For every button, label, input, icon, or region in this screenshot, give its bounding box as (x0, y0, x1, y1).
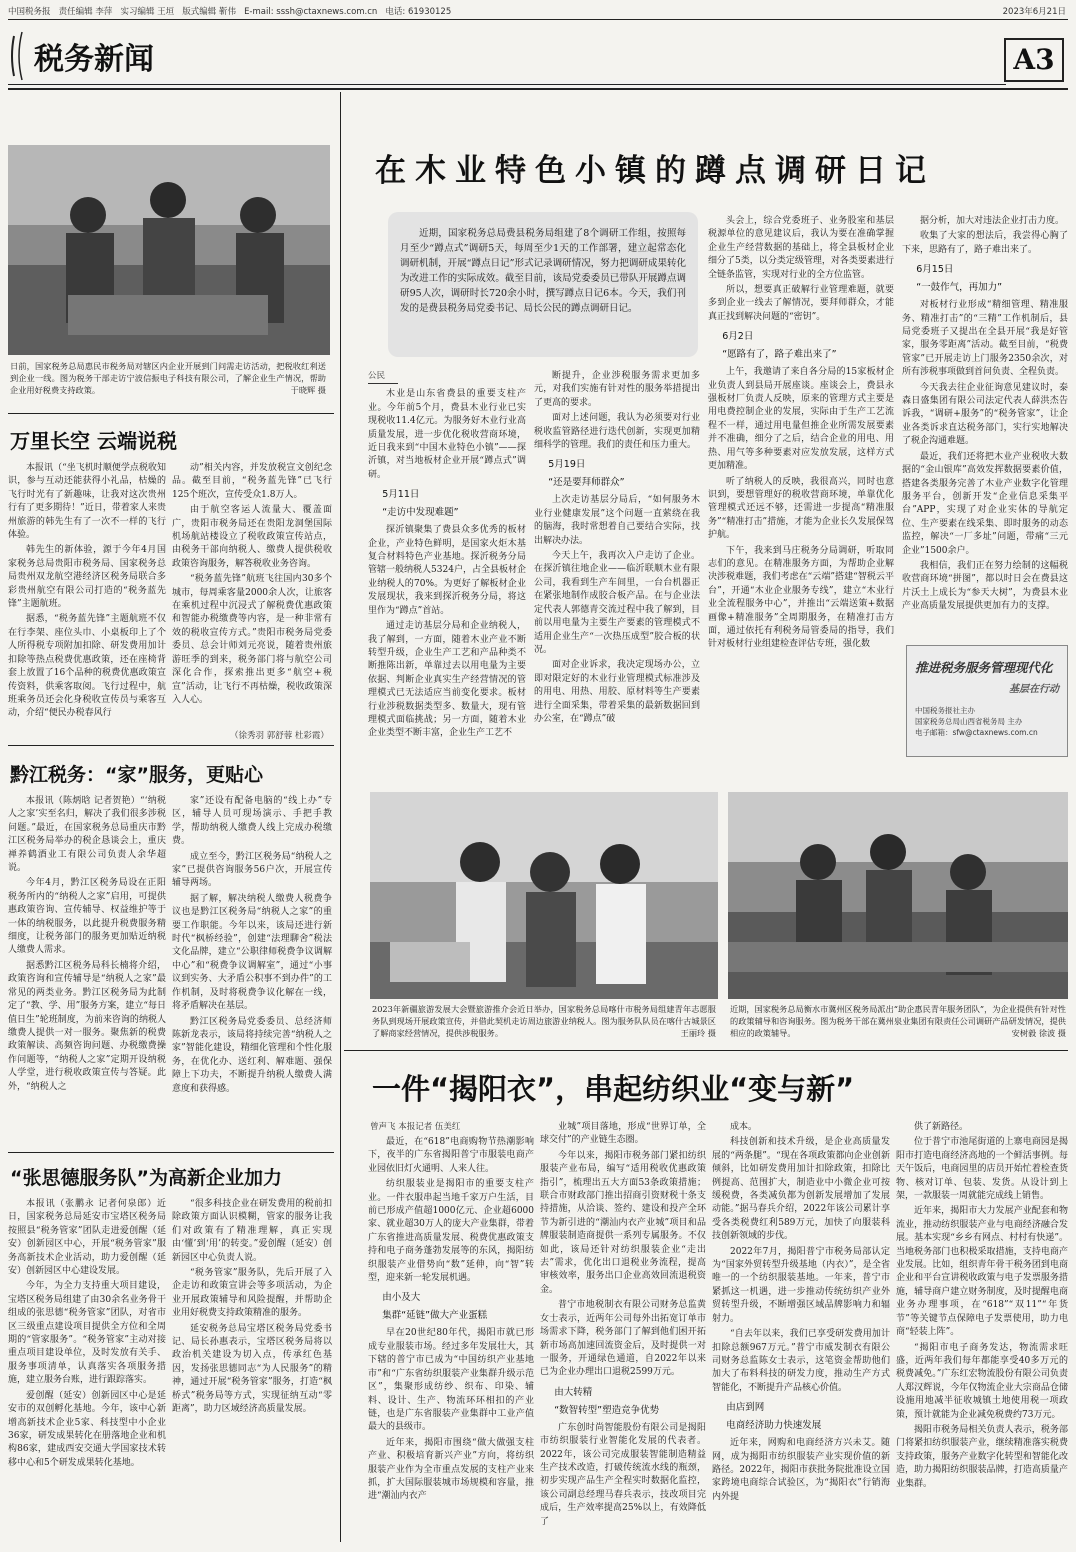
diary-date: 6月15日 (916, 264, 954, 276)
subhead-title: 电商经济助力快速发展 (726, 1420, 822, 1432)
headline-wanli: 万里长空 云端说税 (10, 429, 177, 453)
photo-tax-officers (8, 145, 330, 355)
feature-col4 (902, 215, 1068, 635)
sidebar-column-tag (906, 645, 1068, 757)
photo-caption-kashgar (372, 1003, 716, 1039)
paragraph: “自去年以来，我们已享受研发费用加计扣除总额967万元。”普宁市威发制衣有限公司财务总监陈女士表示，这笔资金帮助他们加大了布料科技的研发力度，推动生产方式智能化，不断提升产品核心价值。 (712, 1329, 890, 1393)
issue-date: 2023年6月21日 (1002, 7, 1066, 17)
photo-illustration (8, 145, 330, 355)
paragraph: 我相信，我们正在努力绘制的这幅税收营商环境“拼图”，都以时日会在费县这片沃土上成长为“参天大树”，为费县木业产业高质量发展提供更加有力的支撑。 (902, 560, 1068, 612)
diary-date: 5月11日 (382, 489, 420, 501)
paragraph: 通过走访基层分局和企业纳税人，我了解到，一方面，随着木业产业不断转型升级，企业生产工艺和产品种类不断推陈出新，单靠过去以用电量为主要依据、判断企业真实生产经营情况的管理模式已无法适应当前变化要求。板材行业涉税数据类型多、数量大，现有管理模式面临挑战；另一方面，随着木业企业类型不断丰富，企业生产工艺不 (368, 621, 526, 739)
caption-text: 日前，国家税务总局惠民市税务局对辖区内企业开展到门问需走访活动，把税收红利送到企业一线。图为税务干部走访宁波信振电子科技有限公司，了解企业生产情况，帮助企业用好税费支持政策。 (10, 361, 326, 395)
intern-editor: 实习编辑 王垣 (120, 7, 175, 17)
paragraph: 2022年7月，揭阳普宁市税务局部认定为“国家外贸转型升级基地（内衣）”，是全省唯一的一个纺织服装基地。一年来，普宁市紧抓这一机遇，进一步推动传统纺织产业外贸转型升级，不断增强区域品牌影响力和辐射力。 (712, 1246, 890, 1324)
paragraph: 本报讯（“坐飞机时顺便学点税收知识，参与互动还能获得小礼品，枯燥的飞行时光有了新趣味，让我对这次贵州行有了更多期待！”近日，带着家人来贵州旅游的韩先生有了一次不一样的飞行体验。 (8, 463, 166, 541)
paragraph: 上午，我邀请了来自各分局的15家板材企业负责人到县局开展座谈。座谈会上，费县永强板材厂负责人反映，原来的管理方式主要是用电费控制企业的发展，实际由于生产工艺流程不一样，通过用电量但推企业所需发展要素并不准确，细分了之后，结合企业的用电、用热、用气等多种要素对应发放发展，这样方式更加精准。 (708, 367, 894, 472)
subhead: 由店到网 (726, 1402, 765, 1414)
paragraph: 本报讯（陈炳晗 记者贺艳）“‘纳税人之家’实至名归，解决了我们很多涉税问题。”最近，在国家税务总局重庆市黔江区税务局举办的税企恳谈会上，重庆禅养鹤酒业工有限公司负责人余华超说。 (8, 796, 166, 874)
diary-date: 6月2日 (722, 331, 754, 343)
photo-illustration (370, 792, 718, 999)
byline-wanli: （徐秀羽 郭舒蓉 杜彩霞） (230, 731, 329, 741)
paragraph: 位于普宁市池尾街道的上寨电商园是揭阳市打造电商经济高地的一个鲜活事例。每天午饭后，电商园里的店员开始忙着检查货物、核对订单、包装、发货。从设计到上架，一款服装一周就能完成线上销售。 (896, 1137, 1068, 1202)
editor: 责任编辑 李萍 (58, 7, 113, 17)
paragraph: 业城”项目落地，形成“世界订单，全球交付”的产业链生态圈。 (540, 1122, 706, 1146)
paragraph: 今天上午，我再次入户走访了企业。在探沂镇往地企业——临沂联顺木业有限公司，我看到生产车间里，一台台机器正在紧张地制作成胶合板产品。在与企业法定代表人郭德青交流过程中我了解到，目前以用电量为主要生产要素的管理模式不适用企业生产“一次热压成型”胶合板的状况。 (534, 551, 700, 655)
paragraph: 今年4月，黔江区税务局设在正阳税务所内的“纳税人之家”启用，可提供惠政策咨询、宣传辅导、权益维护等于一体的纳税服务，以此提升税费服务精细度，让税务部门的服务更加贴近纳税人缴费人需求。 (8, 878, 166, 956)
photo-kashgar (370, 792, 718, 999)
paragraph: 近年来，揭阳市大力发展产业配套和物流业，推动纺织服装产业与电商经济融合发展。基本实现“乡乡有网点、村村有快递”。当地税务部门也积极采取措施，支持电商产业发展。比如，组织青年骨干税务团到电商企业和平台宣讲税收政策与电子发票服务措施，辅导商户建立财务制度，及时提醒电商业务办理事项，在“618”“双11”“年货节”等关键节点保障电子发票使用，助力电商“轻装上阵”。 (896, 1206, 1068, 1338)
subhead-title: 集群“延链”做大产业蛋糕 (382, 1310, 488, 1322)
subhead: 由大转精 (554, 1386, 593, 1398)
paragraph: 探沂镇聚集了费县众多优秀的板材企业，产业特色鲜明，是国家火炬木基复合材料特色产业基地。探沂税务分局管辖一般纳税人5324户，占全县板材企业纳税人的70%。为更好了解板材企业发展现状，我来到探沂税务分局，将这里作为“蹲点”首站。 (368, 525, 526, 616)
paragraph: 黔江区税务局党委委员、总经济师陈新龙表示，该局将持续完善“纳税人之家”智能化建设，精细化管理和个性化服务，在优化办、送红利、解难题、强保障上下功夫，不断提升纳税人缴费人满意度和获得感。 (172, 1016, 332, 1094)
subhead-title: “数智转型”塑造竞争优势 (554, 1404, 660, 1416)
masthead-line (8, 5, 451, 17)
subhead: 由小及大 (382, 1292, 421, 1304)
sidebar-tag-title: 推进税务服务管理现代化 (915, 660, 1053, 675)
paragraph: 今年，为全力支持重大项目建设，宝塔区税务局组建了由30余名业务骨干组成的张思德“税务管家”团队，对省市区三级重点建设项目提供全方位和全周期的“管家服务”。“税务管家”主动对接重点项目建设单位，及时发放有关手、服务事项清单，认真落实各项服务措施，建立服务台账，进行跟踪落实。 (8, 1281, 166, 1386)
page-number: A3 (1013, 43, 1055, 76)
caption-text: 近期，国家税务总局衡水市冀州区税务局派出“助企惠民青年服务团队”，为企业提供有针对性的政策辅导和咨询服务。图为税务干部在冀州泉业集团有限责任公司调研产品研发情况，提供相应的政策辅导。 (730, 1004, 1066, 1038)
article-zhangsi-col2 (172, 1198, 332, 1543)
article-wanli-col1 (8, 462, 166, 740)
article-jieyang-col2 (540, 1121, 706, 1546)
paragraph: 成本。 (730, 1122, 758, 1132)
paragraph: 收集了大家的想法后，我尝得心胸了下来，思路有了，路子难出来了。 (902, 231, 1068, 255)
paragraph: 听了纳税人的反映，我很高兴，同时也意识到，要想管理好的税收营商环境，单靠优化管理模式还远不够，还需进一步提高“精准服务”“精准打击”措施，才能为企业长久发展保驾护航。 (708, 476, 894, 541)
byline-jieyang: 曾声飞 本报记者 伍美红 (370, 1122, 461, 1132)
diary-title: “走访中发现难题” (382, 507, 459, 519)
layout-editor: 版式编辑 靳伟 (182, 7, 236, 17)
section-title: 税务新闻 (34, 42, 154, 77)
phone: 电话: 61930125 (385, 7, 452, 17)
paragraph: 最近，在“618”电商购物节热潮影响下，夜半的广东省揭阳普宁市服装电商产业园依旧灯火通明、人来人往。 (368, 1137, 534, 1174)
paragraph: 近年来，网购和电商经济方兴未艾。随网，成为揭阳市纺织服装产业实现价值的新路径。2022年，揭阳市获批务院批准设立国家跨境电商综合试验区，为“揭阳衣”行销海内外提 (712, 1438, 890, 1502)
paragraph: 由于航空客运人流量大、覆盖面广，贵阳市税务局还在贵阳龙洞堡国际机场航站楼设立了税收政策宣传站点，由税务干部向纳税人、缴费人提供税收政策咨询服务，解答税收业务咨询。 (172, 505, 332, 569)
paragraph: 最近，我们还将把木业产业税收大数据的“金山银库”高效发挥数据要素价值，搭建各类服务完善了木业产业数字化管理服务平台，创新开发“企业信息采集平台”APP，实现了对企业实体的导航定位、生产要素在线采集、即时服务的动态监控，解决“一厂多址”问题，带痛“三元企业”1500余户。 (902, 451, 1068, 556)
paragraph: 据悉黔江区税务局科长楠将介绍，政策咨询和宣传辅导是“纳税人之家”最常见的两类业务。黔江区税务局为此制定了“教、学、用”服务方案，建立“每日值日生”轮班制度，为前来咨询的纳税人缴费人提供一对一服务。聚焦新的税费政策解读、高频咨询问题、办税缴费操作问题等，“纳税人之家”定期开设纳税人学堂，进行税收政策宣传与答疑。此外，“纳税人之 (8, 960, 166, 1092)
article-jieyang-col4 (896, 1121, 1068, 1546)
article-jieyang-col3 (712, 1121, 890, 1546)
diary-title: “愿路有了，路子难出来了” (722, 349, 837, 361)
paragraph: 早在20世纪80年代，揭阳市就已形成专业服装市场。经过多年发展壮大，其下辖的普宁市已成为“中国纺织产业基地市”和“广东省纺织服装产业集群升级示范区”，集聚形成纺纱、织布、印染、辅料、设计、生产、物流环环相扣的产业链，也是广东省服装产业集群中工业产值最大的县级市。 (368, 1328, 534, 1433)
photo-hengshui (728, 792, 1068, 999)
paragraph: 延安税务总局宝塔区税务局党委书记、局长孙惠表示，宝塔区税务局将以政治机关建设为切入点，传承红色基因，发扬张思德同志“为人民服务”的精神，通过开展“税务管家”服务，打造“枫桥式”税务局等方式，实现征纳互动“零距离”，助力区域经济高质量发展。 (172, 1323, 332, 1415)
diary-title: “一鼓作气，再加力” (916, 282, 1003, 294)
paragraph: 本报讯（张鹏永 记者何泉郎）近日，国家税务总局延安市宝塔区税务局按照县“税务管家”团队走进爱创醒（延安）创新园区中心，开展“税务管家”服务高新技术企业活动，助力爱创醒（延安）创新园区中心建设发展。 (8, 1199, 166, 1277)
photo-credit: 安树毅 徐波 摄 (1011, 1028, 1066, 1038)
paragraph: 所以，想要真正破解行业管理难题，就要多到企业一线去了解情况，要拜师群众，才能真正找到解决问题的“密钥”。 (708, 285, 894, 322)
paragraph: “税务蓝先锋”航班飞往国内30多个城市，每周乘客量2000余人次，让旅客在乘机过程中沉浸式了解税费优惠政策和智能办税缴费等内容，是一种非常有效的税收宣传方式。”贵阳市税务局党委委员、总会计师刘元亮说，随着贵州旅游旺季的到来，税务部门将与航空公司深化合作，探索推出更多“航空+税宣”活动，让飞行不再枯燥，税收政策深入人心。 (172, 574, 332, 705)
paragraph: 科技创新和技术升级，是企业高质量发展的“两条腿”。“现在各项政策都向企业创新倾斜，比如研发费用加计扣除政策，扣除比例提高、范围扩大，制造业中小微企业可按缓税费，各类减负都为创新发展增加了发展动能。”据马春兵介绍，2022年该公司累计享受各类税费红利589万元，加快了向服装科技创新领域的步伐。 (712, 1137, 890, 1242)
paragraph: 广东创时尚智能股份有限公司是揭阳市纺织服装行业智能化发展的代表者。2022年，该公司完成服装智能制造精益生产技术改造，打破传统流水线的瓶颈，初步实现产品生产全程实时数据化监控，该公司副总经理马春兵表示，技改项目完成后，生产效率提高25%以上，有效降低了 (540, 1422, 706, 1527)
caption-text: 2023年新疆旅游发展大会暨旅游推介会近日举办，国家税务总局喀什市税务局组建青年志愿服务队到现场开展政策宣传，并借此契机走访周边旅游业纳税人。图为服务队队员在喀什古城景区了解商家经营情况，提供涉税服务。 (372, 1004, 716, 1038)
page-number-box (1004, 38, 1064, 82)
headline-zhangsi: “张思德服务队”为高新企业加力 (10, 1167, 282, 1189)
paragraph: 纺织服装业是揭阳市的重要支柱产业。一件衣服串起当地千家万户生活，目前已形成产值超1000亿元、企业超6000家、就业超30万人的庞大产业集群，带着广东省推进高质量发展、税费优惠政策支持和电子商务蓬勃发展等的东风，揭阳纺织服装产业借势向“数”延伸，向“智”转型，迎来新一轮发展机遇。 (368, 1179, 534, 1284)
diary-title: “还是要拜师群众” (548, 477, 625, 489)
article-wanli-col2 (172, 462, 332, 726)
sidebar-line: 国家税务总局山西省税务局 主办 (915, 717, 1023, 726)
paragraph: 揭阳市税务局相关负责人表示，税务部门将紧扣纺织服装产业，继续精准落实税费支持政策，服务产业数字化转型和智能化改造，助力揭阳纺织服装品牌，打造高质量产业集群。 (896, 1424, 1068, 1489)
feature-author: 公民 (368, 370, 398, 384)
photo-illustration (728, 792, 1068, 999)
feature-col3 (708, 215, 894, 770)
section-banner (8, 28, 198, 84)
photo-caption-hengshui (730, 1003, 1066, 1039)
diary-date: 5月19日 (548, 459, 586, 471)
paragraph: 普宁市地税制衣有限公司财务总监黄女士表示，近两年公司每外出拓宽订单市场需求下降，税务部门了解到他们困开拓新市场高加速回流资金后，及时提供一对一服务，开通绿色通道，自2022年以来已为企业办理出口退税2599万元。 (540, 1300, 706, 1378)
paragraph: “揭阳市电子商务发达，物流需求旺盛，近两年我们每年都能享受40多万元的税费减免。”广东红宏物流股份有限公司负责人郑汉辉说，今年仅物流企业大宗商品仓储设施用地减半征收城镇土地使用税一项政策，预计就能为企业减免税费约73万元。 (896, 1342, 1068, 1420)
paragraph: 面对企业诉求，我决定现场办公，立即对限定好的木业行业管理模式标准涉及的用电、用热、用胶、原材料等生产要素进行全面采集，带着采集的最新数据回到办公室，在“蹲点”破 (534, 660, 700, 724)
sidebar-line: 中国税务报社主办 (915, 706, 975, 715)
feature-title: 在木业特色小镇的蹲点调研日记 (375, 153, 935, 189)
sidebar-tag-sub: 基层在行动 (1009, 684, 1059, 695)
paragraph: “很多科技企业在研发费用的税前扣除政策方面认识模糊，管家的服务让我们对政策有了精准理解，真正实现由‘懂’到‘用’的转变。”爱创醒（延安）创新园区中心负责人说。 (172, 1199, 332, 1263)
article-qianjiang-col2 (172, 795, 332, 1147)
paragraph: 据分析，加大对违法企业打击力度。 (920, 216, 1065, 226)
headline-jieyang: 一件“揭阳衣”，串起纺织业“变与新” (372, 1072, 855, 1106)
paragraph: 动”相关内容，并发放税宣文创纪念品。截至目前，“税务蓝先锋”已飞行125个班次，宣传受众1.8万人。 (172, 463, 332, 500)
photo-credit: 于晓辉 摄 (290, 385, 326, 395)
paragraph: 家”还设有配备电脑的“线上办”专区，辅导人员可现场演示、手把手教学，帮助纳税人缴费人线上完成办税缴费。 (172, 796, 332, 847)
paragraph: 供了新路径。 (914, 1122, 969, 1132)
paragraph: 成立至今，黔江区税务局“纳税人之家”已提供咨询服务56户次，开展宣传辅导两场。 (172, 851, 332, 889)
article-zhangsi-col1 (8, 1198, 166, 1543)
article-jieyang-col1 (368, 1136, 534, 1546)
sidebar-email: 电子邮箱：sfw@ctaxnews.com.cn (915, 728, 1038, 737)
feature-col2 (534, 370, 700, 770)
feature-intro: 近期，国家税务总局费县税务局组建了8个调研工作组，按照每月至少“蹲点式”调研5天，每周至少1天的工作部署，建立起常态化调研机制，开展“蹲点日记”形式记录调研情况，努力把调研成果转化为改进工作的实际成效。截至目前，该局党委委员已带队开展蹲点调研95人次，调研时长720余小时，撰写蹲点日记6本。今天，我们刊发的是费县税务局党委书记、局长公民的蹲点调研日记。 (400, 228, 686, 314)
paragraph: 面对上述问题，我认为必须要对行业税收监管路径进行迭代创新，实现更加精细科学的管理。我们的责任和压力重大。 (534, 413, 700, 451)
paragraph: 对板材行业形成“精细管理、精准服务、精准打击”的“三精”工作机制后，县局党委班子又提出在全县开展“我是好管家，服务零距离”活动。截至目前，“税费管家”已开展走访上门服务2350余次，对所有涉税事项做到首问负责、全程负责。 (902, 300, 1068, 378)
paragraph: 爱创醒（延安）创新园区中心是延安市的双创孵化基地。今年，该中心新增高新技术企业5家、科技型中小企业36家，研发成果转化在册落地企业和机构86家，建成西安交通大学国家技术转移中心和5个研发成果转化基地。 (8, 1390, 166, 1468)
headline-qianjiang: 黔江税务：“家”服务，更贴心 (10, 764, 263, 786)
paragraph: 近年来，揭阳市围绕“做大做强支柱产业、积极培育新兴产业”方向，将纺织服装产业作为全市重点发展的支柱产业来抓，扩大国际服装城市场规模和容量，推进“潮汕内衣产 (368, 1437, 534, 1502)
paragraph: 下午，我来到马庄税务分局调研，听取同志们的意见。在精准服务方面，为帮助企业解决涉税难题，我们考虑在“云端”搭建“智税云平台”，开通“木业企业服务专线”，建立“木业行业全流程服务中心”，并推出“云端送策+数据画像+精准服务”全周期服务，在精准打击方面，通过依托有利税务局管委局的指导，我们针对板材行业组建检查评估专班，强化数 (708, 545, 894, 650)
paragraph: 今年以来，揭阳市税务部门紧扣纺织服装产业布局，编写“适用税收优惠政策指引”，梳理出五大方面53条政策措施；联合市财政部门推出招商引资财税十条支持措施，从洽谈、签约、建设和投产全环节为新引进的“潮汕内衣产业城”项目和品牌服装制造商提供一系列专属服务。不仅如此，该局还针对纺织服装企业“走出去”需求，优化出口退税业务流程，提高审核效率，服务出口企业高效回流退税资金。 (540, 1150, 706, 1295)
paragraph: 木业是山东省费县的重要支柱产业。今年前5个月，费县木业行业已实现税收11.4亿元。为服务好木业行业高质量发展，进一步优化税收营商环境，近日我来到“中国木业特色小镇”——探沂镇，对当地板材企业开展“蹲点式”调研。 (368, 389, 526, 480)
paper-name: 中国税务报 (8, 7, 51, 17)
photo-credit: 王丽玲 摄 (680, 1028, 716, 1038)
feature-col1 (368, 370, 526, 770)
article-qianjiang-col1 (8, 795, 166, 1147)
photo-caption-top-left (10, 360, 326, 396)
paragraph: 上次走访基层分局后，“如何服务木业行业健康发展”这个问题一直萦绕在我的脑海，我时常想着自己要结合实际，找出解决办法。 (534, 495, 700, 546)
paragraph: 韩先生的新体验，源于今年4月国家税务总局贵阳市税务局、国家税务总局贵州双龙航空港经济区税务局联合多彩贵州航空有限公司打造的“税务蓝先锋”主题航班。 (8, 545, 166, 610)
paragraph: 头会上，综合党委班子、业务股室和基层税源单位的意见建议后，我认为要在准确掌握企业生产经营数据的基础上，将全县板材企业细分了5类，以分类定级管理，对各类要素进行全链条监管，实现对行业的全方位监管。 (708, 216, 894, 280)
paragraph: 断提升，企业涉税服务需求更加多元，对我们实施有针对性的服务举措提出了更高的要求。 (534, 371, 700, 408)
paragraph: 据悉，“税务蓝先锋”主题航班不仅在行李架、座位头巾、小桌板印上了个人所得税专项附加扣除、研发费用加计扣除等热点税费优惠政策，还在座椅背套上放置了16个品种的税费优惠政策宣传资料，供乘客取阅。飞行过程中，航班乘务员还会化身税收宣传员与乘客互动，介绍“便民办税春风行 (8, 614, 166, 719)
email: E-mail: sssh@ctaxnews.com.cn (244, 7, 378, 17)
paragraph: 今天我去往企业征询意见建议时，泰森日盛集团有限公司法定代表人薛洪杰告诉我，“调研+服务”的“税务管家”，让企业各类诉求直达税务部门，实行实地解决了税企沟通难题。 (902, 382, 1068, 447)
feature-intro-box (388, 212, 698, 357)
paragraph: “税务管家”服务队，先后开展了入企走访和政策宣讲会等多项活动，为企业开展政策辅导和风险提醒，并帮助企业用好税费支持政策精准的服务。 (172, 1268, 332, 1319)
paragraph: 据了解，解决纳税人缴费人税费争议也是黔江区税务局“纳税人之家”的重要工作职能。今年以来，该局还进行新时代“枫桥经验”，创建“法理聊舍”税法文化品牌，建立“公职律师税费争议调解中心”和“税费争议调解室”，通过“小事议到实务、大矛盾公积事不到办件”的工作机制，及时将税费争议化解在一线，将矛盾解决在基层。 (172, 893, 332, 1012)
